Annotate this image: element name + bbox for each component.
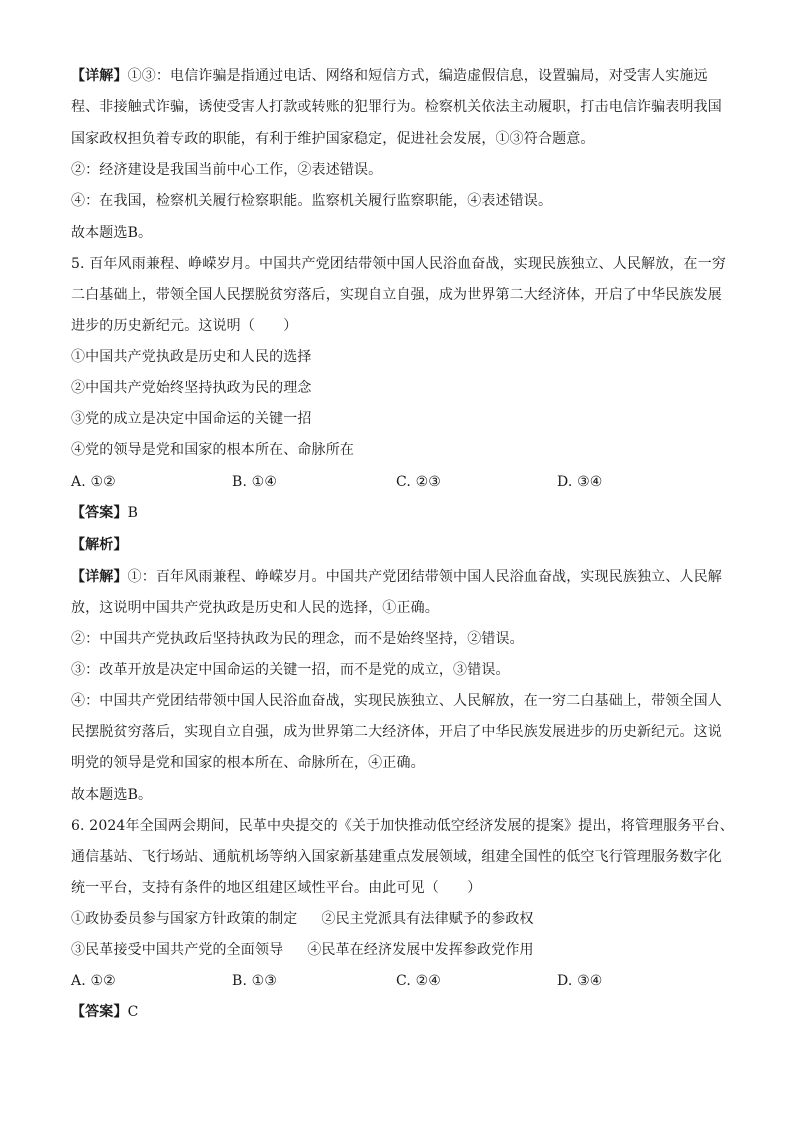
answer-tag: 【答案】: [71, 505, 128, 521]
detail-line: ④：中国共产党团结带领中国人民浴血奋战，实现民族独立、人民解放，在一穷二白基础上，带领全国人: [71, 693, 722, 709]
detail-line: 【详解】①③：电信诈骗是指通过电话、网络和短信方式，编造虚假信息，设置骗局，对受害人实施远: [71, 68, 708, 84]
detail-line: 程、非接触式诈骗，诱使受害人打款或转账的犯罪行为。检察机关依法主动履职，打击电信诈骗表明我国: [71, 99, 722, 115]
question-5-statement: ③党的成立是决定中国命运的关键一招: [71, 411, 312, 427]
detail-line: ③：改革开放是决定中国命运的关键一招，而不是党的成立，③错误。: [71, 662, 510, 678]
option-b: B. ①③: [232, 973, 278, 989]
option-c: C. ②④: [396, 973, 441, 989]
question-6-statement: ②民主党派具有法律赋予的参政权: [321, 911, 534, 927]
detail-line: ②：经济建设是我国当前中心工作，②表述错误。: [71, 162, 383, 178]
conclusion-line: 故本题选B。: [71, 225, 153, 241]
detail-line: 【详解】①：百年风雨兼程、峥嵘岁月。中国共产党团结带领中国人民浴血奋战，实现民族独立、人民解: [71, 569, 722, 585]
question-6-statement: ①政协委员参与国家方针政策的制定: [71, 911, 298, 927]
option-c: C. ②③: [396, 474, 441, 490]
detail-tag: 【详解】: [71, 569, 128, 585]
question-6-stem: 6. 2024年全国两会期间，民革中央提交的《关于加快推动低空经济发展的提案》提出，将管理服务平台、: [71, 818, 734, 834]
question-5-statement: ④党的领导是党和国家的根本所在、命脉所在: [71, 442, 354, 458]
detail-line: 放，这说明中国共产党执政是历史和人民的选择，①正确。: [71, 600, 439, 616]
question-5-statement: ②中国共产党始终坚持执政为民的理念: [71, 380, 312, 396]
question-6-stem: 通信基站、飞行场站、通航机场等纳入国家新基建重点发展领域，组建全国性的低空飞行管理服务数字化: [71, 849, 722, 865]
question-5-stem: 二白基础上，带领全国人民摆脱贫穷落后，实现自立自强，成为世界第二大经济体，开启了中华民族发展: [71, 287, 722, 303]
conclusion-line: 故本题选B。: [71, 787, 153, 803]
answer-value: C: [127, 1004, 139, 1020]
detail-tag: 【详解】: [71, 68, 128, 84]
question-5-statement: ①中国共产党执政是历史和人民的选择: [71, 349, 312, 365]
option-b: B. ①④: [232, 474, 278, 490]
answer-value: B: [127, 505, 139, 521]
detail-line: ④：在我国，检察机关履行检察职能。监察机关履行监察职能，④表述错误。: [71, 193, 553, 209]
detail-line: 民摆脱贫穷落后，实现自立自强，成为世界第二大经济体，开启了中华民族发展进步的历史新纪元。这说: [71, 724, 722, 740]
question-6-stem: 统一平台，支持有条件的地区组建区域性平台。由此可见（ ）: [71, 880, 482, 896]
detail-line: ②：中国共产党执政后坚持执政为民的理念，而不是始终坚持，②错误。: [71, 631, 524, 647]
answer-tag: 【答案】: [71, 1004, 128, 1020]
detail-line: 明党的领导是党和国家的根本所在、命脉所在，④正确。: [71, 755, 425, 771]
answer-line: [71, 503, 726, 523]
detail-line: 国家政权担负着专政的职能，有利于维护国家稳定，促进社会发展，①③符合题意。: [71, 131, 595, 147]
answer-line: [71, 1002, 726, 1022]
option-a: A. ①②: [71, 474, 116, 490]
analysis-heading: 【解析】: [71, 537, 128, 553]
question-6-statement: ③民革接受中国共产党的全面领导: [71, 942, 284, 958]
question-6-statements: [71, 940, 726, 960]
option-d: D. ③④: [557, 474, 603, 490]
question-6-statements: [71, 909, 726, 929]
option-d: D. ③④: [557, 973, 603, 989]
question-5-stem: 5. 百年风雨兼程、峥嵘岁月。中国共产党团结带领中国人民浴血奋战，实现民族独立、人民解放，在一穷: [71, 256, 727, 272]
question-5-stem: 进步的历史新纪元。这说明（ ）: [71, 318, 298, 334]
question-6-statement: ④民革在经济发展中发挥参政党作用: [307, 942, 534, 958]
option-a: A. ①②: [71, 973, 116, 989]
